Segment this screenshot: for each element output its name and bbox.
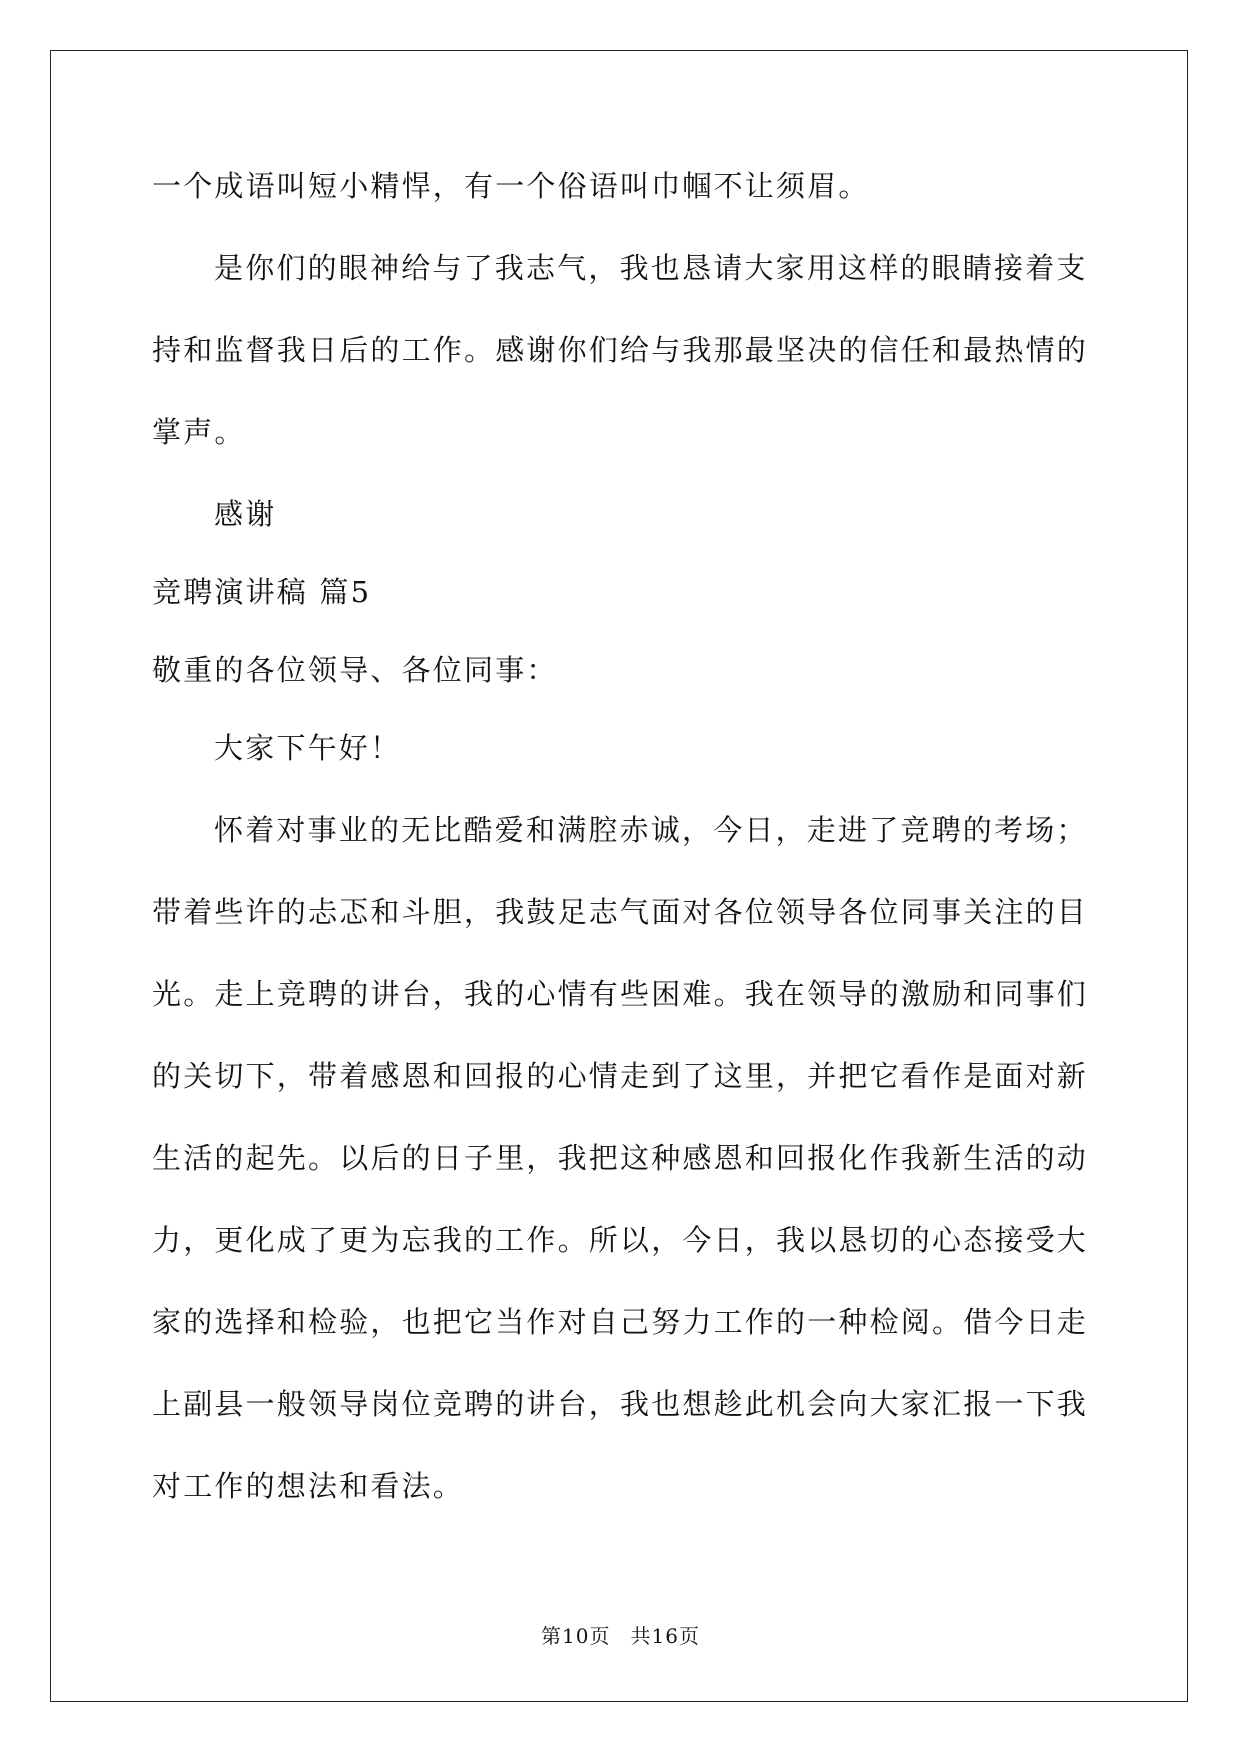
paragraph-line: 光。走上竞聘的讲台，我的心情有些困难。我在领导的激励和同事们 — [152, 977, 1089, 1011]
paragraph-line: 一个成语叫短小精悍，有一个俗语叫巾帼不让须眉。 — [152, 169, 870, 203]
salutation: 敬重的各位领导、各位同事： — [152, 653, 558, 687]
paragraph-line: 力，更化成了更为忘我的工作。所以，今日，我以恳切的心态接受大 — [152, 1223, 1089, 1257]
page-footer — [0, 1620, 1241, 1649]
paragraph-line: 是你们的眼神给与了我志气，我也恳请大家用这样的眼睛接着支 — [214, 251, 1088, 285]
paragraph-line: 的关切下，带着感恩和回报的心情走到了这里，并把它看作是面对新 — [152, 1059, 1089, 1093]
document-body — [152, 166, 1097, 1548]
page-number: 第10页 — [541, 1624, 611, 1648]
paragraph-line: 怀着对事业的无比酷爱和满腔赤诚，今日，走进了竞聘的考场； — [214, 813, 1088, 847]
paragraph-line: 带着些许的忐忑和斗胆，我鼓足志气面对各位领导各位同事关注的目 — [152, 895, 1089, 929]
page-total: 共16页 — [630, 1624, 700, 1648]
section-heading: 竞聘演讲稿 篇5 — [152, 575, 372, 609]
greeting: 大家下午好！ — [214, 731, 402, 765]
closing-thanks: 感谢 — [214, 497, 277, 531]
paragraph-line: 掌声。 — [152, 415, 246, 449]
paragraph-line: 上副县一般领导岗位竞聘的讲台，我也想趁此机会向大家汇报一下我 — [152, 1387, 1089, 1421]
paragraph-line: 持和监督我日后的工作。感谢你们给与我那最坚决的信任和最热情的 — [152, 333, 1089, 367]
paragraph-line: 生活的起先。以后的日子里，我把这种感恩和回报化作我新生活的动 — [152, 1141, 1089, 1175]
paragraph-line: 对工作的想法和看法。 — [152, 1469, 465, 1503]
paragraph-line: 家的选择和检验，也把它当作对自己努力工作的一种检阅。借今日走 — [152, 1305, 1089, 1339]
